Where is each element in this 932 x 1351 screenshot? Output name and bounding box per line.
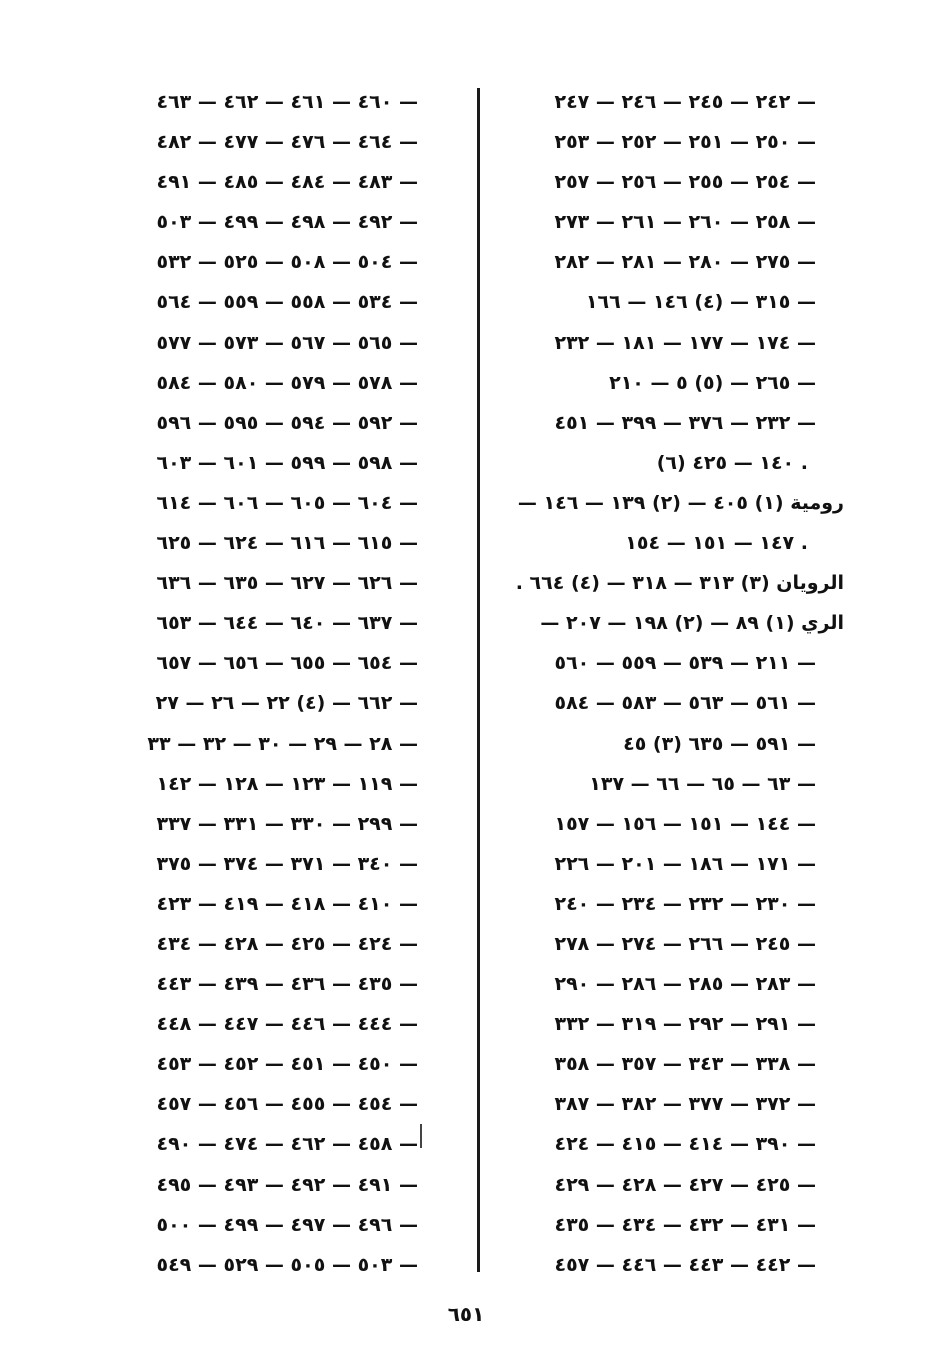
left-column-line: ٦٦٢ — (٤) ٢٢ — ٢٦ — ٢٧ — [155,692,418,715]
left-column-line: ٥٠٤ — ٥٠٨ — ٥٢٥ — ٥٣٢ — [156,251,418,274]
right-column-line: ٢٣٠ — ٢٣٢ — ٢٣٤ — ٢٤٠ — [554,892,816,915]
column-divider [477,88,480,1272]
right-column-line: ١٧٤ — ١٧٧ — ١٨١ — ٢٣٢ — [554,331,816,354]
left-column-line: ٤٨٣ — ٤٨٤ — ٤٨٥ — ٤٩١ — [156,171,418,194]
right-column-line: الرويان (٣) ٣١٣ — ٣١٨ — (٤) ٦٦٤ . [515,572,844,595]
left-column-line: ٦٥٤ — ٦٥٥ — ٦٥٦ — ٦٥٧ — [156,652,418,675]
right-column-line: ٢٥٤ — ٢٥٥ — ٢٥٦ — ٢٥٧ — [554,171,816,194]
left-column-line: ٤٢٤ — ٤٢٥ — ٤٢٨ — ٤٣٤ — [156,932,418,955]
left-index-column [88,82,432,1285]
right-column-line: ١٤٧ — ١٥١ — ١٥٤ . [625,532,808,555]
right-column-line: ٥٦١ — ٥٦٣ — ٥٨٣ — ٥٨٤ — [554,692,816,715]
left-column-line: ٣٤٠ — ٣٧١ — ٣٧٤ — ٣٧٥ — [156,852,418,875]
left-column-line: ٤٤٤ — ٤٤٦ — ٤٤٧ — ٤٤٨ — [156,1013,418,1036]
right-column-line: ٢٥٨ — ٢٦٠ — ٢٦١ — ٢٧٣ — [554,211,816,234]
right-column-line: ٣٣٨ — ٣٤٣ — ٣٥٧ — ٣٥٨ — [554,1053,816,1076]
left-column-line: ٤١٠ — ٤١٨ — ٤١٩ — ٤٢٣ — [156,892,418,915]
right-column-line: ٤٣١ — ٤٣٢ — ٤٣٤ — ٤٣٥ — [554,1213,816,1236]
right-column-line: (٦) ١٤٠ — ٤٢٥ . [656,451,808,474]
right-column-line: ١٧١ — ١٨٦ — ٢٠١ — ٢٢٦ — [554,852,816,875]
left-column-line: ٤٥٠ — ٤٥١ — ٤٥٢ — ٤٥٣ — [156,1053,418,1076]
left-column-line: ٦٢٦ — ٦٢٧ — ٦٣٥ — ٦٣٦ — [156,572,418,595]
right-column-line: ١٤٤ — ١٥١ — ١٥٦ — ١٥٧ — [554,812,816,835]
right-column-line: ٣٧٢ — ٣٧٧ — ٣٨٢ — ٣٨٧ — [554,1093,816,1116]
right-column-line: رومية (١) ٤٠٥ — (٢) ١٣٩ — ١٤٦ — [517,491,844,514]
right-column-line: ٢٣٢ — ٣٧٦ — ٣٩٩ — ٤٥١ — [554,411,816,434]
left-column-line: ٥٦٥ — ٥٦٧ — ٥٧٣ — ٥٧٧ — [156,331,418,354]
left-column-line: ٥٠٣ — ٥٠٥ — ٥٢٩ — ٥٤٩ — [156,1253,418,1276]
right-column-line: ٢٦٥ — (٥) ٥ — ٢١٠ — [609,371,816,394]
right-column-line: ٤٤٢ — ٤٤٣ — ٤٤٦ — ٤٥٧ — [554,1253,816,1276]
right-column-line: ٢٤٥ — ٢٦٦ — ٢٧٤ — ٢٧٨ — [554,932,816,955]
right-index-column [498,82,844,1285]
right-column-line: ٣١٥ — (٤) ١٤٦ — ١٦٦ — [585,291,816,314]
left-column-line: ٥٣٤ — ٥٥٨ — ٥٥٩ — ٥٦٤ — [156,291,418,314]
right-column-line: ٣٩٠ — ٤١٤ — ٤١٥ — ٤٢٤ — [554,1133,816,1156]
left-column-line: ٥٩٢ — ٥٩٤ — ٥٩٥ — ٥٩٦ — [156,411,418,434]
left-column-line: ٤٦٤ — ٤٧٦ — ٤٧٧ — ٤٨٢ — [156,131,418,154]
right-column-line: ٤٢٥ — ٤٢٧ — ٤٢٨ — ٤٢٩ — [554,1173,816,1196]
page-number: ٦٥١ [447,1302,485,1326]
left-column-line: ٤٥٨ — ٤٦٢ — ٤٧٤ — ٤٩٠ — [156,1133,418,1156]
right-column-line: ٢٧٥ — ٢٨٠ — ٢٨١ — ٢٨٢ — [554,251,816,274]
left-column-line: ٤٩٦ — ٤٩٧ — ٤٩٩ — ٥٠٠ — [156,1213,418,1236]
right-column-line: ٢١١ — ٥٣٩ — ٥٥٩ — ٥٦٠ — [554,652,816,675]
right-column-line: الري (١) ٨٩ — (٢) ١٩٨ — ٢٠٧ — [540,612,844,635]
left-column-line: ٦٣٧ — ٦٤٠ — ٦٤٤ — ٦٥٣ — [156,612,418,635]
left-column-line: ٦٠٤ — ٦٠٥ — ٦٠٦ — ٦١٤ — [156,491,418,514]
right-column-line: ٢٨٣ — ٢٨٥ — ٢٨٦ — ٢٩٠ — [554,973,816,996]
right-column-line: ٢٩١ — ٢٩٢ — ٣١٩ — ٣٣٢ — [554,1013,816,1036]
left-column-line: ٤٩٢ — ٤٩٨ — ٤٩٩ — ٥٠٣ — [156,211,418,234]
left-column-line: ٢٨ — ٢٩ — ٣٠ — ٣٢ — ٣٣ — [147,732,418,755]
left-column-line: ١١٩ — ١٢٣ — ١٢٨ — ١٤٢ — [156,772,418,795]
right-column-line: ٢٥٠ — ٢٥١ — ٢٥٢ — ٢٥٣ — [554,131,816,154]
right-column-line: ٢٤٢ — ٢٤٥ — ٢٤٦ — ٢٤٧ — [554,91,816,113]
left-column-line: ٥٩٨ — ٥٩٩ — ٦٠١ — ٦٠٣ — [156,451,418,474]
left-column-line: ٤٥٤ — ٤٥٥ — ٤٥٦ — ٤٥٧ — [156,1093,418,1116]
right-column-line: ٥٩١ — ٦٣٥ (٣) ٤٥ — [623,732,816,755]
left-column-line: ٦١٥ — ٦١٦ — ٦٢٤ — ٦٢٥ — [156,532,418,555]
left-column-line: ٤٩١ — ٤٩٢ — ٤٩٣ — ٤٩٥ — [156,1173,418,1196]
left-column-line: ٢٩٩ — ٣٣٠ — ٣٣١ — ٣٣٧ — [156,812,418,835]
left-column-line: ٤٣٥ — ٤٣٦ — ٤٣٩ — ٤٤٣ — [156,973,418,996]
left-column-line: ٥٧٨ — ٥٧٩ — ٥٨٠ — ٥٨٤ — [156,371,418,394]
right-column-line: ٦٣ — ٦٥ — ٦٦ — ١٣٧ — [589,772,816,795]
left-column-line: ٤٦٠ — ٤٦١ — ٤٦٢ — ٤٦٣ — [156,91,418,113]
